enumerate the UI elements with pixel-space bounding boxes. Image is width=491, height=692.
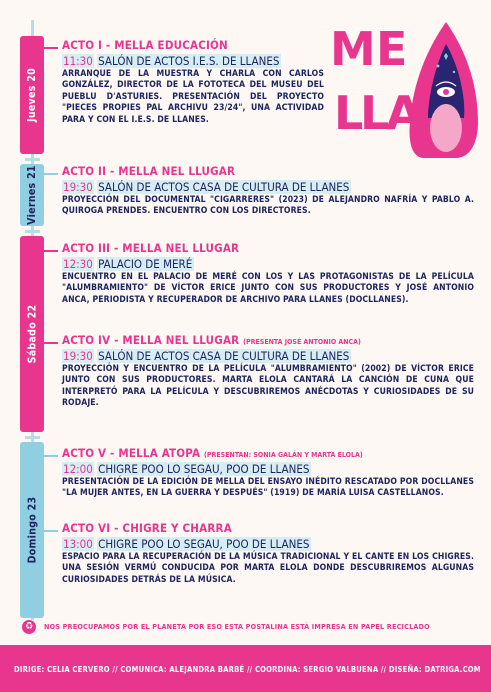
timeline-separator: [25, 230, 40, 233]
act-time: 13:00: [63, 537, 93, 551]
act-title: ACTO III - MELLA NEL LLUGAR: [62, 241, 240, 255]
credits-text: DIRIGE: CELIA CERVERO // COMUNICA: ALEJANDRA BARBÉ // COORDINA: SERGIO VALBUENA // DISEÑA: DATRIGA.COM: [14, 665, 481, 674]
logo-letter: L: [360, 86, 390, 140]
act-3: [62, 241, 474, 306]
act-title-text: ACTO V - MELLA ATOPA: [62, 446, 201, 460]
recycle-icon: ♻: [22, 620, 36, 634]
act-location: SALÓN DE ACTOS CASA DE CULTURA DE LLANES: [98, 180, 350, 194]
timeline-separator: [25, 436, 40, 439]
act-description: ARRANQUE DE LA MUESTRA Y CHARLA CON CARLOS GONZÁLEZ, DIRECTOR DE LA FOTOTECA DEL MUSEU DEL PUEBLU D'ASTURIES. PRESENTACIÓN DEL PROYECTO "PIECES PROPIES PAL ARCHIVU 23/24", UNA ACTIVIDAD PARA Y CON EL I.E.S. DE LLANES.: [62, 69, 324, 125]
act-connector: [44, 173, 58, 175]
act-presenters: (PRESENTA JOSÉ ANTONIO ANCA): [243, 338, 361, 346]
day-label-viernes: Viernes 21: [20, 164, 44, 226]
act-time: 19:30: [63, 349, 93, 363]
credits-footer: [0, 645, 491, 692]
act-place: [62, 257, 474, 271]
mella-logo: [328, 18, 478, 168]
act-presenters: (PRESENTAN: SONIA GALÁN Y MARTA ELOLA): [204, 451, 363, 459]
act-location: SALÓN DE ACTOS I.E.S. DE LLANES: [98, 54, 280, 68]
act-title: [62, 446, 474, 460]
day-label-jueves: Jueves 20: [20, 36, 44, 154]
act-time: 19:30: [63, 180, 93, 194]
act-time: 11:30: [63, 54, 93, 68]
act-connector: [44, 250, 58, 252]
act-place: [62, 180, 474, 194]
act-5: [62, 446, 474, 500]
act-location: SALÓN DE ACTOS CASA DE CULTURA DE LLANES: [98, 349, 350, 363]
logo-letter: A: [386, 86, 422, 140]
act-time: 12:30: [63, 257, 93, 271]
recycled-paper-note: NOS PREOCUPAMOS POR EL PLANETA POR ESO ESTA POSTALINA ESTÁ IMPRESA EN PAPEL RECICLADO: [44, 622, 430, 631]
act-location: CHIGRE POO LO SEGAU, POO DE LLANES: [98, 537, 310, 551]
act-place: [62, 349, 474, 363]
day-label-domingo: Domingo 23: [20, 442, 44, 618]
act-4: [62, 333, 474, 410]
act-location: CHIGRE POO LO SEGAU, POO DE LLANES: [98, 462, 310, 476]
act-2: [62, 164, 474, 218]
act-title: ACTO I - MELLA EDUCACIÓN: [62, 38, 228, 52]
act-title: ACTO II - MELLA NEL LLUGAR: [62, 164, 236, 178]
act-place: [62, 462, 474, 476]
act-title: ACTO VI - CHIGRE Y CHARRA: [62, 521, 232, 535]
act-connector: [44, 530, 58, 532]
act-description: ESPACIO PARA LA RECUPERACIÓN DE LA MÚSICA TRADICIONAL Y EL CANTE EN LOS CHIGRES. UNA SESIÓN VERMÚ CONDUCIDA POR MARTA ELOLA DONDE DESCUBRIREMOS ALGUNAS CURIOSIDADES DETRÁS DE LA MÚSICA.: [62, 552, 474, 585]
act-connector: [44, 342, 58, 344]
act-description: ENCUENTRO EN EL PALACIO DE MERÉ CON LOS Y LAS PROTAGONISTAS DE LA PELÍCULA "ALUMBRAMIENTO" DE VÍCTOR ERICE JUNTO CON SUS PRODUCTORES Y JOSÉ ANTONIO ANCA, PERIODISTA Y RECUPERADOR DE ARCHIVO PARA LLANES (DOCLLANES).: [62, 272, 474, 305]
timeline-separator: [25, 158, 40, 161]
logo-letter: M: [330, 22, 376, 76]
logo-letter: L: [334, 86, 364, 140]
logo-letter: E: [376, 22, 408, 76]
act-place: [62, 54, 324, 68]
act-1: [62, 38, 324, 126]
day-label-sabado: Sábado 22: [20, 236, 44, 432]
act-description: PRESENTACIÓN DE LA EDICIÓN DE MELLA DEL ENSAYO INÉDITO RESCATADO POR DOCLLANES "LA MUJER ANTES, EN LA GUERRA Y DESPUÉS" (1919) DE MARÍA LUISA CASTELLANOS.: [62, 477, 474, 499]
act-connector: [44, 455, 58, 457]
act-title-text: ACTO IV - MELLA NEL LLUGAR: [62, 333, 240, 347]
act-time: 12:00: [63, 462, 93, 476]
act-place: [62, 537, 474, 551]
act-description: PROYECCIÓN DEL DOCUMENTAL "CIGARRERES" (2023) DE ALEJANDRO NAFRÍA Y PABLO A. QUIROGA PRENDES. ENCUENTRO CON LOS DIRECTORES.: [62, 195, 474, 217]
act-6: [62, 521, 474, 586]
act-connector: [44, 47, 58, 49]
act-description: PROYECCIÓN Y ENCUENTRO DE LA PELÍCULA "ALUMBRAMIENTO" (2002) DE VÍCTOR ERICE JUNTO CON SUS PRODUCTORES. MARTA ELOLA CANTARÁ LA CANCIÓN DE CUNA QUE INTERPRETÓ PARA LA PELÍCULA Y DESCUBRIREMOS ANÉCDOTAS Y CURIOSIDADES DE SU RODAJE.: [62, 364, 474, 409]
act-location: PALACIO DE MERÉ: [98, 257, 193, 271]
act-title: [62, 333, 474, 347]
